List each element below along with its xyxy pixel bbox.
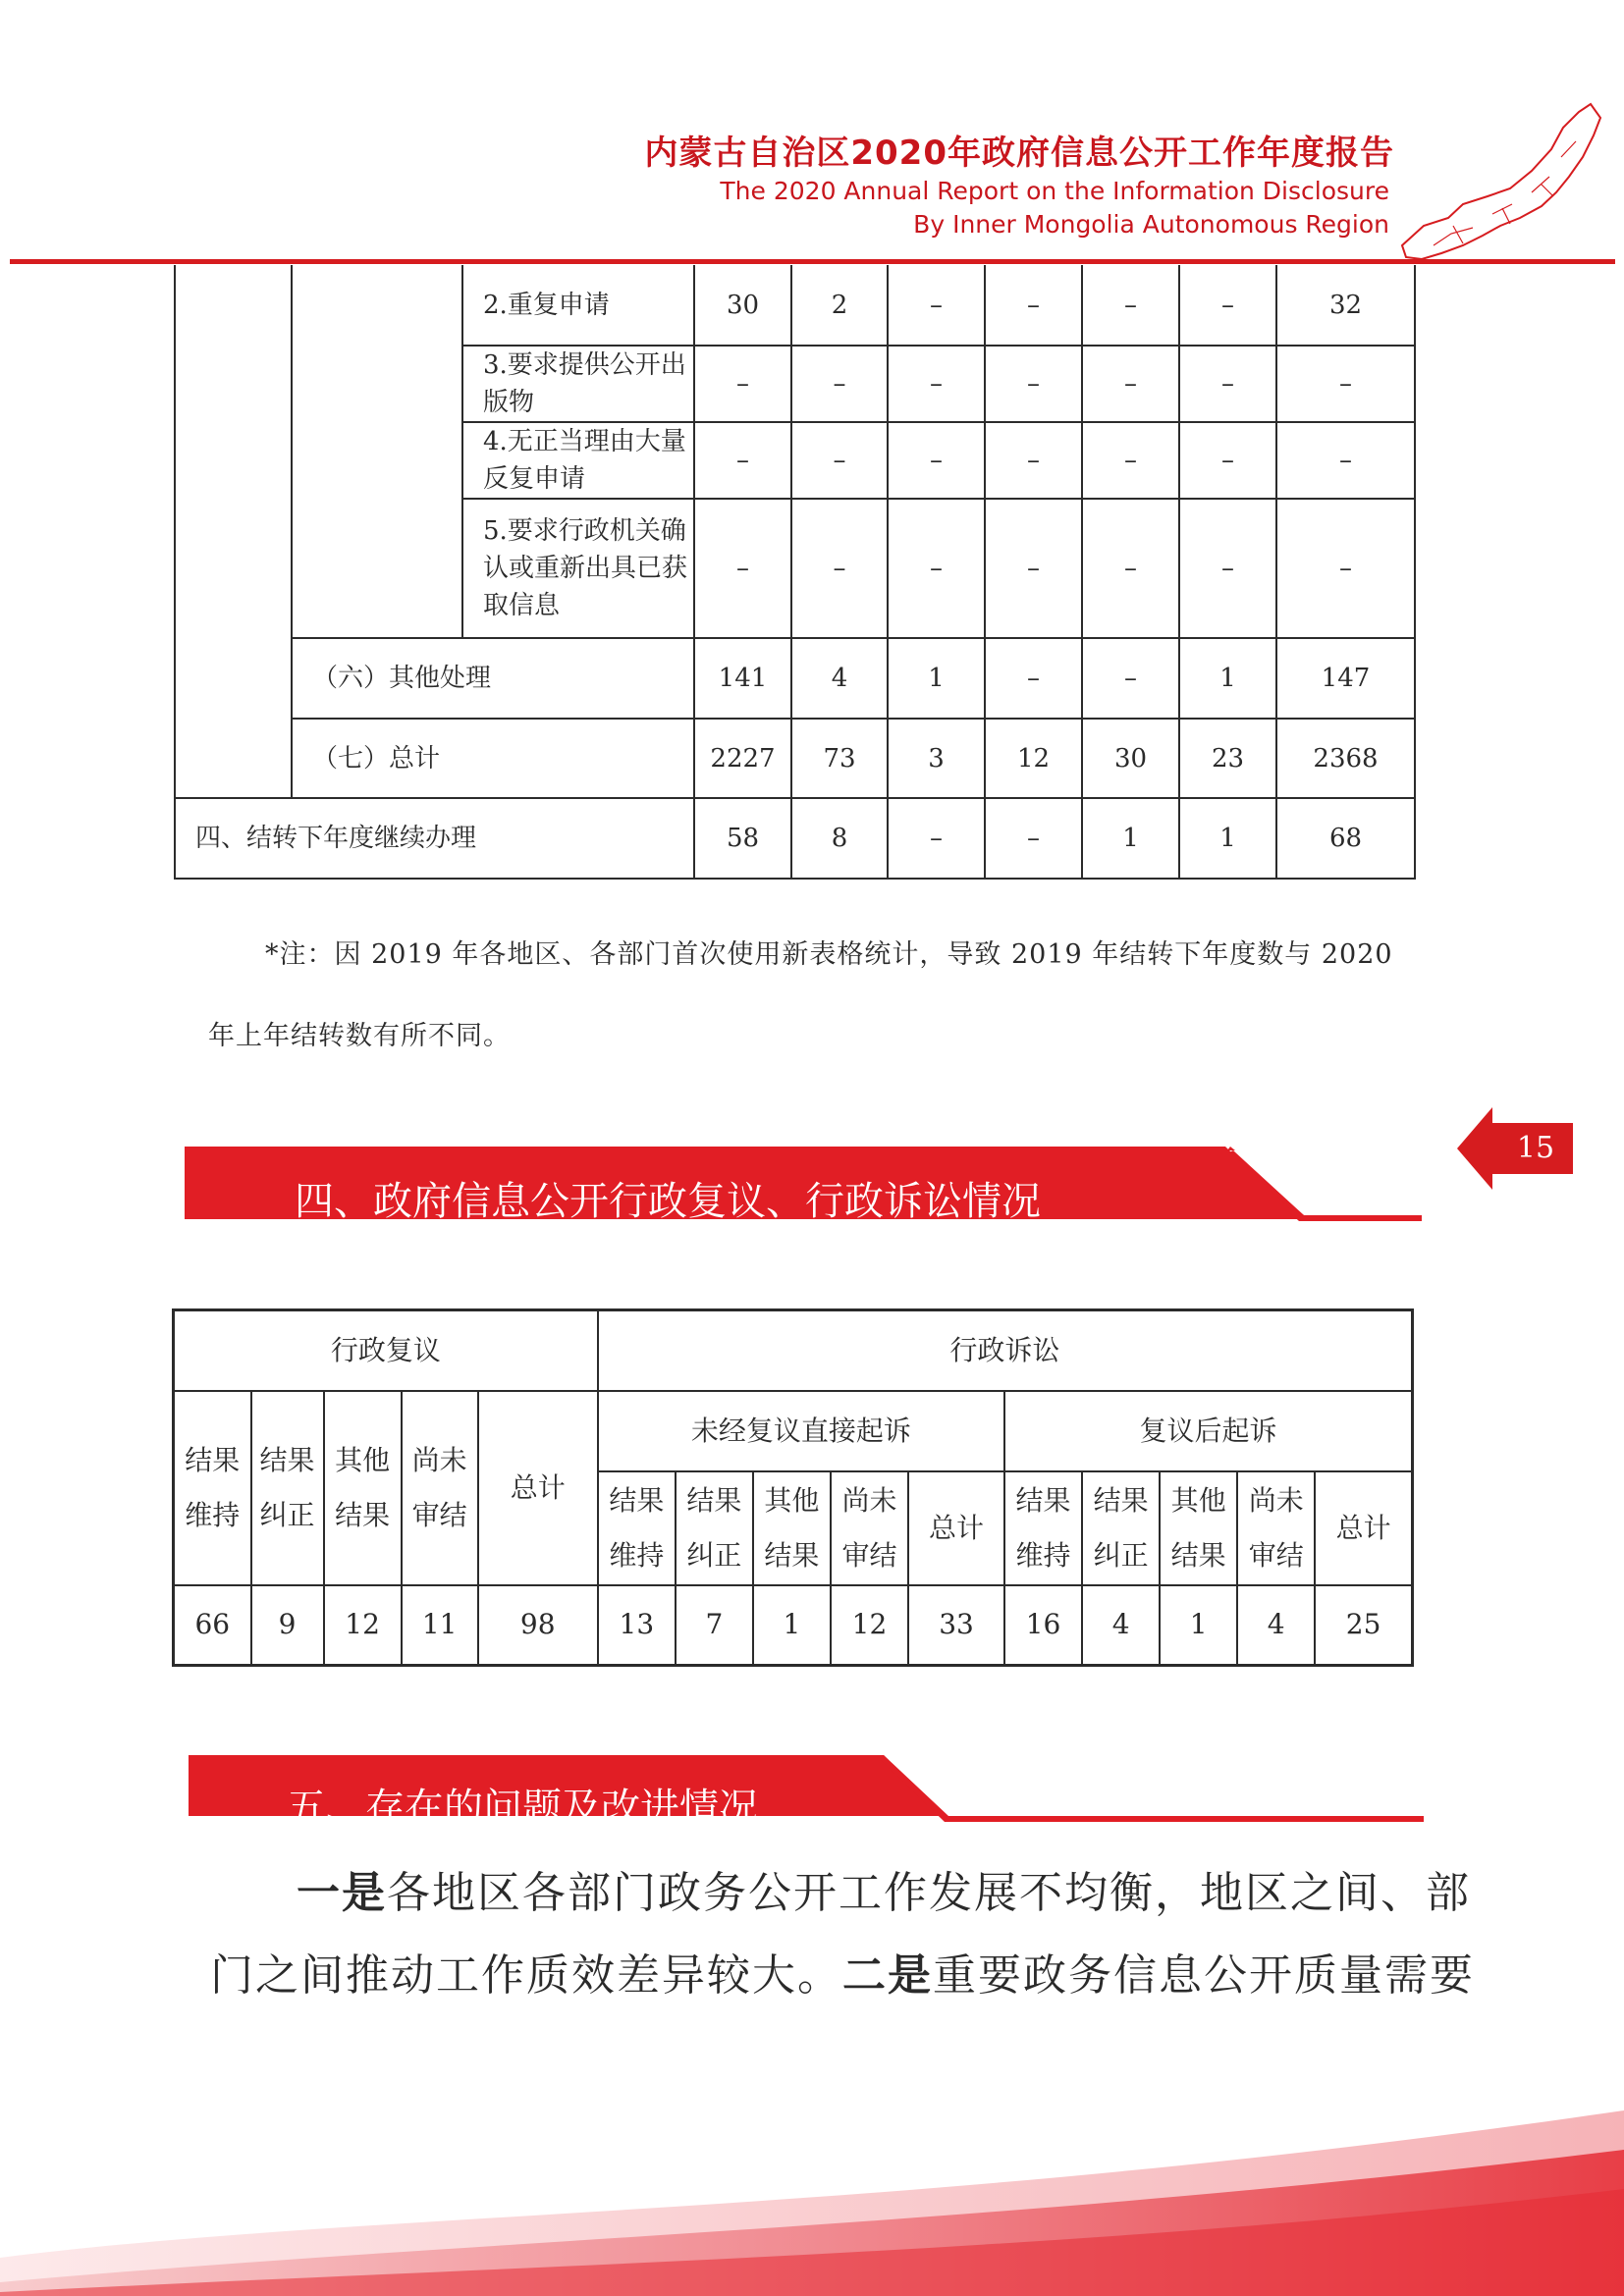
group-header: 行政复议 [174,1310,598,1391]
cell: 12 [831,1585,908,1666]
review-litigation-table [172,1308,1414,1667]
section-5-title: 五、存在的问题及改进情况 [287,1786,758,1831]
report-title-en-line1: The 2020 Annual Report on the Information Disclosure [720,177,1389,205]
cell: 13 [598,1585,676,1666]
cell: – [1082,499,1179,638]
table-note-line1: *注：因 2019 年各地区、各部门首次使用新表格统计，导致 2019 年结转下年度数与 2020 [265,939,1393,970]
cell: – [985,422,1082,499]
cell: 1 [1082,798,1179,879]
cell: 30 [1082,719,1179,798]
cell: 147 [1276,638,1415,719]
report-title-en-line2: By Inner Mongolia Autonomous Region [913,210,1389,239]
table-row [175,719,1415,798]
cell: – [985,499,1082,638]
column-header: 结果纠正 [676,1471,753,1585]
cell: 33 [908,1585,1004,1666]
column-header: 结果纠正 [1082,1471,1160,1585]
body-text: 重要政务信息公开质量需要 [933,1950,1475,2001]
cell: 1 [1160,1585,1237,1666]
cell: – [888,346,985,422]
cell: 32 [1276,265,1415,346]
cell: 98 [478,1585,598,1666]
column-header: 总计 [908,1471,1004,1585]
cell: – [888,798,985,879]
cell: – [1179,499,1276,638]
cell: 11 [402,1585,478,1666]
cell: 1 [888,638,985,719]
group-header: 行政诉讼 [598,1310,1413,1391]
column-header: 尚未审结 [831,1471,908,1585]
cell: 12 [985,719,1082,798]
cell: 66 [174,1585,251,1666]
cell: 4 [1082,1585,1160,1666]
cell: 1 [1179,638,1276,719]
footer-wave-decoration [0,2091,1624,2296]
cell: – [791,499,888,638]
cell: 2227 [694,719,791,798]
table-row [175,798,1415,879]
cell: – [985,798,1082,879]
merged-cell [292,265,462,638]
cell: – [1179,422,1276,499]
cell: – [1179,265,1276,346]
column-header: 其他结果 [1160,1471,1237,1585]
cell: – [694,422,791,499]
cell: 73 [791,719,888,798]
cell: – [985,638,1082,719]
cell: 1 [753,1585,831,1666]
merged-cell [175,265,292,798]
cell: – [985,265,1082,346]
cell: – [888,499,985,638]
cell: 4 [1237,1585,1315,1666]
row-label: （七）总计 [292,719,694,798]
cell: – [694,346,791,422]
row-label: 四、结转下年度继续办理 [175,798,694,879]
table-row [174,1585,1413,1666]
disclosure-stats-table [174,265,1416,880]
cell: – [791,422,888,499]
cell: – [1082,265,1179,346]
report-title-cn: 内蒙古自治区2020年政府信息公开工作年度报告 [644,133,1394,173]
row-label: （六）其他处理 [292,638,694,719]
cell: – [1082,638,1179,719]
cell: – [888,265,985,346]
column-header: 结果维持 [598,1471,676,1585]
subgroup-header: 未经复议直接起诉 [598,1391,1004,1471]
row-label: 5.要求行政机关确认或重新出具已获取信息 [462,499,694,638]
cell: 141 [694,638,791,719]
table-row [175,638,1415,719]
body-paragraph-line1 [210,1857,1471,1920]
row-label: 2.重复申请 [462,265,694,346]
cell: – [1276,346,1415,422]
body-text: 门之间推动工作质效差异较大。 [210,1950,842,2001]
table-row [174,1391,1413,1471]
column-header: 其他结果 [753,1471,831,1585]
column-header: 结果纠正 [251,1391,324,1585]
cell: – [1179,346,1276,422]
cell: – [791,346,888,422]
cell: – [1276,499,1415,638]
cell: 25 [1315,1585,1412,1666]
cell: – [888,422,985,499]
cell: 2 [791,265,888,346]
cell: 23 [1179,719,1276,798]
row-label: 3.要求提供公开出版物 [462,346,694,422]
column-header: 结果维持 [1004,1471,1082,1585]
section-4-title: 四、政府信息公开行政复议、行政诉讼情况 [295,1179,1041,1224]
column-header: 尚未审结 [1237,1471,1315,1585]
row-label: 4.无正当理由大量反复申请 [462,422,694,499]
column-header: 其他结果 [324,1391,402,1585]
body-text: 各地区各部门政务公开工作发展不均衡，地区之间、部 [387,1868,1471,1918]
cell: – [985,346,1082,422]
cell: 7 [676,1585,753,1666]
subgroup-header: 复议后起诉 [1004,1391,1412,1471]
cell: – [694,499,791,638]
inner-mongolia-map-icon [1394,98,1605,265]
cell: 9 [251,1585,324,1666]
cell: 68 [1276,798,1415,879]
cell: 3 [888,719,985,798]
body-paragraph-line2 [210,1940,1475,2002]
cell: 12 [324,1585,402,1666]
column-header: 尚未审结 [402,1391,478,1585]
table-row [174,1310,1413,1391]
cell: 58 [694,798,791,879]
column-header: 结果维持 [174,1391,251,1585]
column-header: 总计 [478,1391,598,1585]
page-number: 15 [1516,1131,1555,1165]
cell: 1 [1179,798,1276,879]
cell: 2368 [1276,719,1415,798]
cell: 16 [1004,1585,1082,1666]
table-note-line2: 年上年结转数有所不同。 [208,1021,511,1051]
cell: 30 [694,265,791,346]
emphasis-first: 一是 [297,1868,387,1918]
cell: – [1082,422,1179,499]
emphasis-second: 二是 [842,1950,933,2001]
cell: – [1082,346,1179,422]
cell: 4 [791,638,888,719]
cell: 8 [791,798,888,879]
column-header: 总计 [1315,1471,1412,1585]
cell: – [1276,422,1415,499]
header-rule [10,259,1615,264]
table-row [175,265,1415,346]
